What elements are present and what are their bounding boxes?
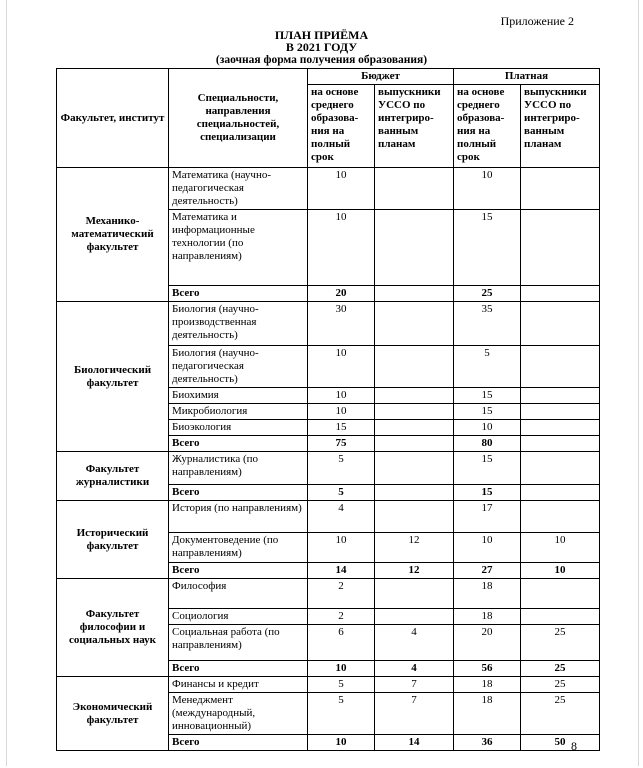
paid-secondary-cell: 25	[454, 286, 521, 302]
budget-secondary-cell: 10	[308, 661, 375, 677]
paid-usso-cell: 25	[521, 693, 600, 735]
total-label-cell: Всего	[169, 485, 308, 501]
faculty-cell: Факультет философии и социальных наук	[57, 579, 169, 677]
budget-secondary-cell: 10	[308, 346, 375, 388]
header-faculty: Факультет, институт	[57, 69, 169, 168]
paid-secondary-cell: 20	[454, 625, 521, 661]
paid-usso-cell: 50	[521, 735, 600, 751]
paid-usso-cell	[521, 485, 600, 501]
paid-secondary-cell: 10	[454, 533, 521, 563]
paid-secondary-cell: 18	[454, 609, 521, 625]
budget-secondary-cell: 10	[308, 533, 375, 563]
specialty-cell: Математика (научно-педагогическая деятельность)	[169, 168, 308, 210]
admission-plan-table	[56, 68, 600, 751]
specialty-cell: Менеджмент (международный, инновационный)	[169, 693, 308, 735]
budget-secondary-cell: 15	[308, 420, 375, 436]
budget-usso-cell	[375, 346, 454, 388]
paid-secondary-cell: 5	[454, 346, 521, 388]
total-label-cell: Всего	[169, 286, 308, 302]
budget-usso-cell	[375, 609, 454, 625]
budget-secondary-cell: 10	[308, 210, 375, 286]
paid-secondary-cell: 18	[454, 677, 521, 693]
budget-usso-cell: 4	[375, 625, 454, 661]
paid-usso-cell	[521, 286, 600, 302]
budget-secondary-cell: 10	[308, 735, 375, 751]
budget-usso-cell	[375, 501, 454, 533]
paid-usso-cell: 25	[521, 661, 600, 677]
header-paid-usso: выпускники УССО по интегриро-ванным планам	[521, 85, 600, 168]
table-row	[57, 168, 600, 210]
paid-secondary-cell: 36	[454, 735, 521, 751]
specialty-cell: Документоведение (по направлениям)	[169, 533, 308, 563]
paid-secondary-cell: 80	[454, 436, 521, 452]
header-budget: Бюджет	[308, 69, 454, 85]
budget-secondary-cell: 4	[308, 501, 375, 533]
paid-usso-cell	[521, 388, 600, 404]
paid-usso-cell	[521, 436, 600, 452]
budget-usso-cell	[375, 579, 454, 609]
budget-usso-cell: 12	[375, 533, 454, 563]
budget-usso-cell	[375, 485, 454, 501]
paid-secondary-cell: 10	[454, 420, 521, 436]
paid-secondary-cell: 15	[454, 452, 521, 485]
budget-usso-cell: 7	[375, 677, 454, 693]
budget-usso-cell: 12	[375, 563, 454, 579]
specialty-cell: Математика и информационные технологии (по направлениям)	[169, 210, 308, 286]
budget-secondary-cell: 6	[308, 625, 375, 661]
total-label-cell: Всего	[169, 661, 308, 677]
paid-secondary-cell: 18	[454, 693, 521, 735]
specialty-cell: Философия	[169, 579, 308, 609]
page-title: ПЛАН ПРИЁМА	[274, 28, 369, 42]
faculty-cell: Экономический факультет	[57, 677, 169, 751]
page-subtitle-form: (заочная форма получения образования)	[215, 54, 428, 66]
paid-usso-cell	[521, 346, 600, 388]
table-row	[57, 452, 600, 485]
specialty-cell: История (по направлениям)	[169, 501, 308, 533]
budget-secondary-cell: 30	[308, 302, 375, 346]
specialty-cell: Микробиология	[169, 404, 308, 420]
specialty-cell: Биология (научно-производственная деятельность)	[169, 302, 308, 346]
header-budget-usso: выпускники УССО по интегриро-ванным планам	[375, 85, 454, 168]
paid-usso-cell	[521, 404, 600, 420]
total-label-cell: Всего	[169, 735, 308, 751]
budget-usso-cell	[375, 436, 454, 452]
paid-usso-cell	[521, 579, 600, 609]
header-specialty: Специальности, направления специальностей, специализации	[169, 69, 308, 168]
faculty-cell: Исторический факультет	[57, 501, 169, 579]
paid-usso-cell	[521, 302, 600, 346]
paid-usso-cell	[521, 452, 600, 485]
paid-secondary-cell: 17	[454, 501, 521, 533]
paid-secondary-cell: 56	[454, 661, 521, 677]
paid-usso-cell	[521, 420, 600, 436]
paid-usso-cell	[521, 210, 600, 286]
budget-usso-cell	[375, 210, 454, 286]
faculty-cell: Факультет журналистики	[57, 452, 169, 501]
budget-usso-cell	[375, 302, 454, 346]
specialty-cell: Социальная работа (по направлениям)	[169, 625, 308, 661]
budget-usso-cell	[375, 388, 454, 404]
paid-secondary-cell: 15	[454, 485, 521, 501]
paid-secondary-cell: 15	[454, 388, 521, 404]
specialty-cell: Биоэкология	[169, 420, 308, 436]
budget-secondary-cell: 2	[308, 579, 375, 609]
total-label-cell: Всего	[169, 563, 308, 579]
specialty-cell: Журналистика (по направлениям)	[169, 452, 308, 485]
budget-usso-cell	[375, 404, 454, 420]
table-row	[57, 677, 600, 693]
budget-usso-cell	[375, 452, 454, 485]
budget-secondary-cell: 5	[308, 693, 375, 735]
specialty-cell: Социология	[169, 609, 308, 625]
budget-secondary-cell: 10	[308, 168, 375, 210]
budget-secondary-cell: 5	[308, 485, 375, 501]
paid-usso-cell: 25	[521, 625, 600, 661]
appendix-label: Приложение 2	[500, 14, 574, 28]
faculty-cell: Механико-математический факультет	[57, 168, 169, 302]
budget-secondary-cell: 2	[308, 609, 375, 625]
faculty-cell: Биологический факультет	[57, 302, 169, 452]
budget-secondary-cell: 14	[308, 563, 375, 579]
budget-secondary-cell: 5	[308, 452, 375, 485]
paid-secondary-cell: 15	[454, 210, 521, 286]
table-row	[57, 501, 600, 533]
paid-secondary-cell: 18	[454, 579, 521, 609]
paid-secondary-cell: 35	[454, 302, 521, 346]
specialty-cell: Биохимия	[169, 388, 308, 404]
budget-usso-cell	[375, 286, 454, 302]
table-row	[57, 302, 600, 346]
header-paid-secondary: на основе среднего образова-ния на полный срок	[454, 85, 521, 168]
header-budget-secondary: на основе среднего образова-ния на полный срок	[308, 85, 375, 168]
paid-usso-cell: 10	[521, 563, 600, 579]
budget-usso-cell: 14	[375, 735, 454, 751]
budget-usso-cell: 7	[375, 693, 454, 735]
budget-secondary-cell: 20	[308, 286, 375, 302]
table-row	[57, 579, 600, 609]
budget-usso-cell: 4	[375, 661, 454, 677]
paid-usso-cell	[521, 501, 600, 533]
specialty-cell: Финансы и кредит	[169, 677, 308, 693]
specialty-cell: Биология (научно-педагогическая деятельность)	[169, 346, 308, 388]
budget-usso-cell	[375, 168, 454, 210]
budget-secondary-cell: 5	[308, 677, 375, 693]
paid-usso-cell: 10	[521, 533, 600, 563]
budget-secondary-cell: 10	[308, 388, 375, 404]
paid-secondary-cell: 27	[454, 563, 521, 579]
paid-secondary-cell: 10	[454, 168, 521, 210]
budget-secondary-cell: 75	[308, 436, 375, 452]
total-label-cell: Всего	[169, 436, 308, 452]
page-number: 8	[571, 739, 577, 753]
paid-secondary-cell: 15	[454, 404, 521, 420]
paid-usso-cell	[521, 609, 600, 625]
budget-secondary-cell: 10	[308, 404, 375, 420]
table-body	[57, 168, 600, 751]
header-paid: Платная	[454, 69, 600, 85]
page-subtitle-year: В 2021 ГОДУ	[285, 40, 358, 54]
budget-usso-cell	[375, 420, 454, 436]
paid-usso-cell	[521, 168, 600, 210]
paid-usso-cell: 25	[521, 677, 600, 693]
